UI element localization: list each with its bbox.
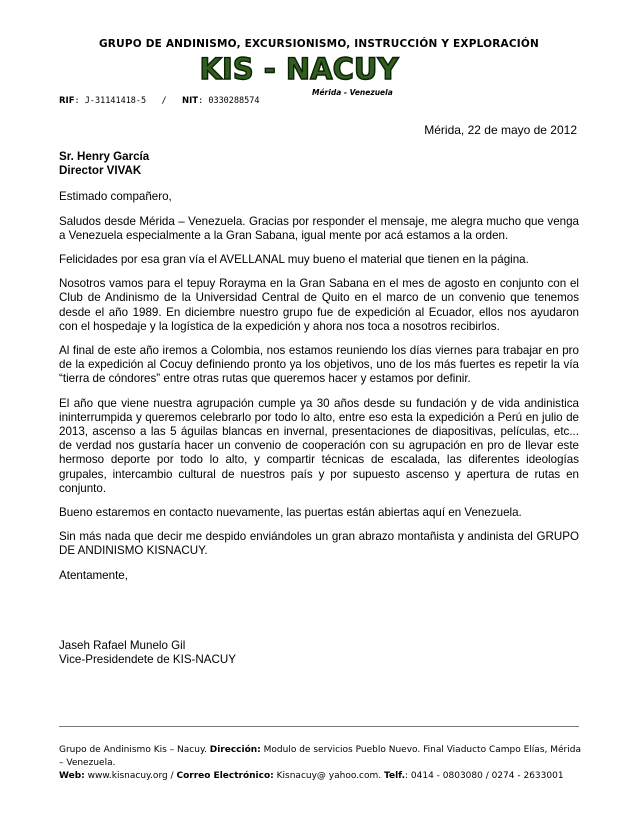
- page-footer: [59, 744, 581, 782]
- footer-address: Modulo de servicios Pueblo Nuevo. Final Viaducto Campo Elías, Mérida – Venezuela.: [59, 745, 581, 768]
- closing: Atentamente,: [59, 568, 128, 582]
- tax-id-line: [59, 96, 260, 106]
- footer-email-label: Correo Electrónico:: [176, 770, 274, 781]
- paragraph: El año que viene nuestra agrupación cumple ya 30 años desde su fundación y de vida andinistica ininterrumpida y queremos celebrarlo por todo lo alto, entre eso esta la expedición a Perú en julio de 2013, ascenso a las 5 águilas blancas en invernal, presentaciones de diapositivas, películas, etc... de verdad nos gustaría hacer un convenio de cooperación con su agrupación en pro de llevar este hermoso deporte por todo lo alto, y compartir técnicas de escalada, las diferentes ideologías grupales, intercambio cultural de nuestros país y por supuesto ascenso y apertura de rutas en conjunto.: [59, 396, 579, 495]
- logo-text: KIS - NACUY: [199, 52, 399, 86]
- signer-title: Vice-Presidendete de KIS-NACUY: [59, 653, 236, 667]
- paragraph: Sin más nada que decir me despido enviándoles un gran abrazo montañista y andinista del GRUPO DE ANDINISMO KISNACUY.: [59, 530, 579, 558]
- organization-title: GRUPO DE ANDINISMO, EXCURSIONISMO, INSTRUCCIÓN Y EXPLORACIÓN: [98, 38, 539, 50]
- footer-email[interactable]: Kisnacuy@ yahoo.com.: [276, 770, 382, 781]
- nit-value: : 0330288574: [198, 96, 260, 106]
- paragraph: Nosotros vamos para el tepuy Rorayma en la Gran Sabana en el mes de agosto en conjunto con el Club de Andinismo de la Universidad Central de Quito en el marco de un convenio que tenemos desde el año 1989. En diciembre nuestro grupo fue de expedición al Ecuador, ellos nos ayudaron con el hospedaje y la logística de la expedición y ahora nos toca a nosotros recibirlos.: [59, 277, 579, 333]
- footer-divider: [59, 726, 579, 727]
- organization-logo: [196, 52, 402, 86]
- recipient-name: Sr. Henry García: [59, 150, 150, 163]
- footer-web-label: Web:: [59, 770, 85, 781]
- letter-date: Mérida, 22 de mayo de 2012: [424, 123, 577, 137]
- footer-org: Grupo de Andinismo Kis – Nacuy.: [59, 745, 207, 755]
- nit-label: NIT: [182, 96, 199, 106]
- paragraph: Saludos desde Mérida – Venezuela. Gracias por responder el mensaje, me alegra mucho que venga a Venezuela especialmente a la Gran Sabana, igual mente por acá estamos a la orden.: [59, 214, 579, 242]
- logo-subtitle: Mérida - Venezuela: [312, 88, 393, 97]
- paragraph: Felicidades por esa gran vía el AVELLANAL muy bueno el material que tienen en la página.: [59, 253, 529, 267]
- letter-body: [59, 150, 579, 677]
- recipient-title: Director VIVAK: [59, 164, 142, 178]
- paragraph: Al final de este año iremos a Colombia, nos estamos reuniendo los días viernes para trabajar en pro de la expedición al Cocuy definiendo pronto ya los objetivos, uno de los más fuertes es repetir la vía “tierra de cóndores” entre otras rutas que queremos hacer y estamos por definir.: [59, 344, 579, 386]
- rif-label: RIF: [59, 96, 75, 106]
- footer-web[interactable]: www.kisnacuy.org /: [87, 770, 174, 781]
- rif-value: : J-31141418-5: [74, 96, 147, 106]
- salutation: Estimado compañero,: [59, 190, 172, 204]
- paragraph: Bueno estaremos en contacto nuevamente, las puertas están abiertas aquí en Venezuela.: [59, 506, 522, 520]
- signer-name: Jaseh Rafael Munelo Gil: [59, 638, 186, 652]
- footer-phone: : 0414 - 0803080 / 0274 - 2633001: [405, 770, 564, 781]
- logo-wordmark: [196, 52, 402, 86]
- tax-id-separator: /: [161, 96, 167, 106]
- footer-address-label: Dirección:: [209, 745, 261, 755]
- signature-block: [59, 639, 579, 667]
- recipient-block: [59, 150, 579, 178]
- footer-phone-label: Telf.: [384, 770, 405, 781]
